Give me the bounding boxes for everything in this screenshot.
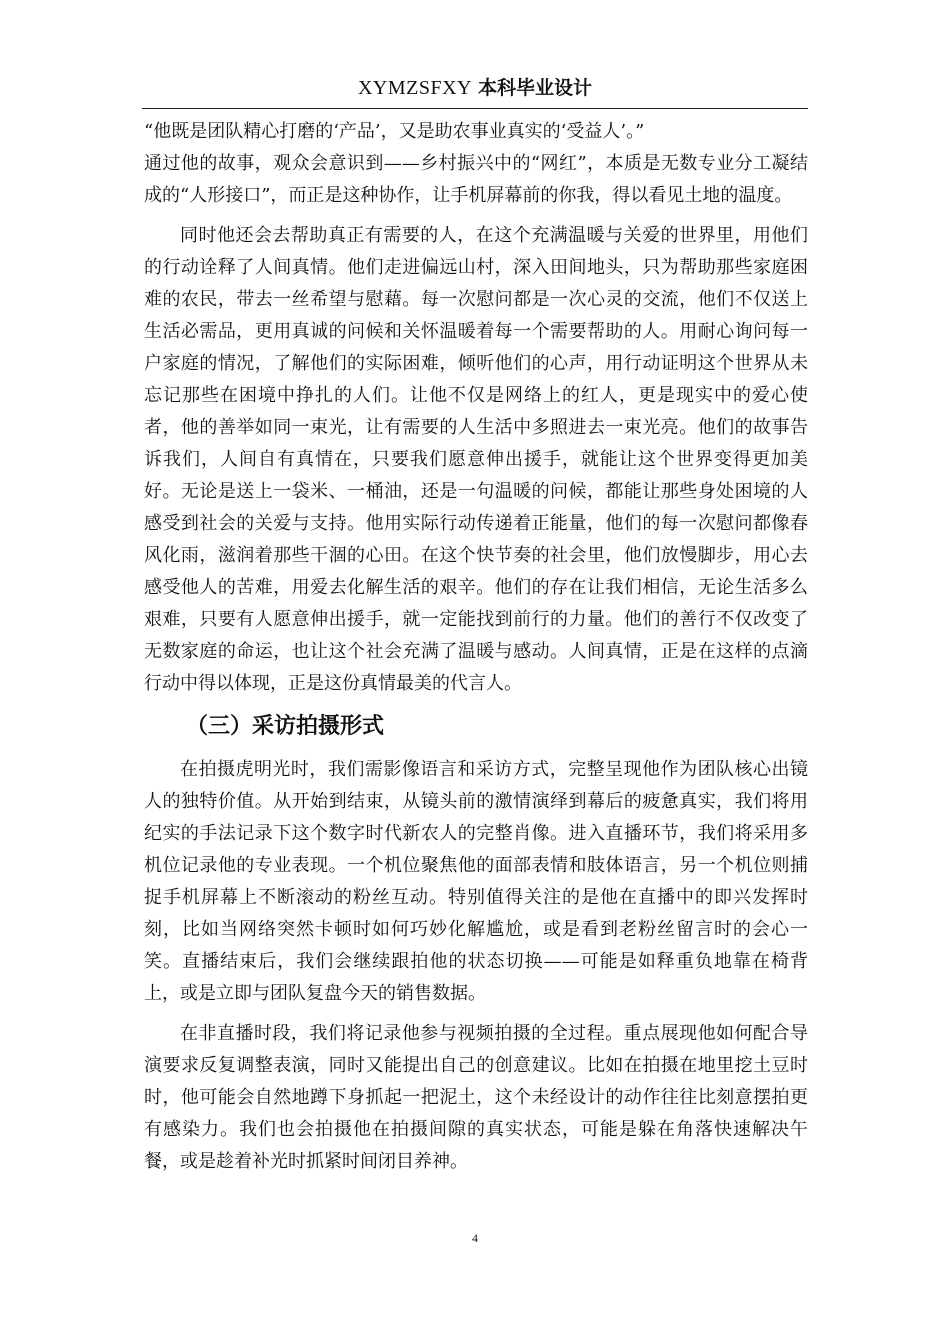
header-title: 本科毕业设计 — [478, 77, 593, 99]
paragraph-story: 通过他的故事，观众会意识到——乡村振兴中的“网红”，本质是无数专业分工凝结成的“人形接口”，而正是这种协作，让手机屏幕前的你我，得以看见土地的温度。 — [144, 153, 808, 206]
header-school-code: XYMZSFXY — [357, 77, 472, 99]
header-rule — [142, 108, 808, 109]
page-header — [0, 74, 950, 102]
paragraph-quote: “他既是团队精心打磨的‘产品’，又是助农事业真实的‘受益人’。” — [144, 121, 645, 142]
section-heading: （三）采访拍摄形式 — [186, 714, 385, 739]
paragraph-interview: 在拍摄虎明光时，我们需影像语言和采访方式，完整呈现他作为团队核心出镜人的独特价值。从开始到结束，从镜头前的激情演绎到幕后的疲惫真实，我们将用纪实的手法记录下这个数字时代新农人的完整肖像。进入直播环节，我们将采用多机位记录他的专业表现。一个机位聚焦他的面部表情和肢体语言，另一个机位则捕捉手机屏幕上不断滚动的粉丝互动。特别值得关注的是他在直播中的即兴发挥时刻，比如当网络突然卡顿时如何巧妙化解尴尬，或是看到老粉丝留言时的会心一笑。直播结束后，我们会继续跟拍他的状态切换——可能是如释重负地靠在椅背上，或是立即与团队复盘今天的销售数据。 — [144, 759, 808, 1004]
paragraph-non-live: 在非直播时段，我们将记录他参与视频拍摄的全过程。重点展现他如何配合导演要求反复调整表演，同时又能提出自己的创意建议。比如在拍摄在地里挖土豆时时，他可能会自然地蹲下身抓起一把泥土，这个未经设计的动作往往比刻意摆拍更有感染力。我们也会拍摄他在拍摄间隙的真实状态，可能是躲在角落快速解决午餐，或是趁着补光时抓紧时间闭目养神。 — [144, 1023, 808, 1172]
paragraph-charity: 同时他还会去帮助真正有需要的人，在这个充满温暖与关爱的世界里，用他们的行动诠释了人间真情。他们走进偏远山村，深入田间地头，只为帮助那些家庭困难的农民，带去一丝希望与慰藉。每一次慰问都是一次心灵的交流，他们不仅送上生活必需品，更用真诚的问候和关怀温暖着每一个需要帮助的人。用耐心询问每一户家庭的情况，了解他们的实际困难，倾听他们的心声，用行动证明这个世界从未忘记那些在困境中挣扎的人们。让他不仅是网络上的红人，更是现实中的爱心使者，他的善举如同一束光，让有需要的人生活中多照进去一束光亮。他们的故事告诉我们，人间自有真情在，只要我们愿意伸出援手，就能让这个世界变得更加美好。无论是送上一袋米、一桶油，还是一句温暖的问候，都能让那些身处困境的人感受到社会的关爱与支持。他用实际行动传递着正能量，他们的每一次慰问都像春风化雨，滋润着那些干涸的心田。在这个快节奏的社会里，他们放慢脚步，用心去感受他人的苦难，用爱去化解生活的艰辛。他们的存在让我们相信，无论生活多么艰难，只要有人愿意伸出援手，就一定能找到前行的力量。他们的善行不仅改变了无数家庭的命运，也让这个社会充满了温暖与感动。人间真情，正是在这样的点滴行动中得以体现，正是这份真情最美的代言人。 — [144, 225, 808, 694]
page-number: 4 — [472, 1231, 478, 1245]
page-body — [144, 116, 808, 1186]
